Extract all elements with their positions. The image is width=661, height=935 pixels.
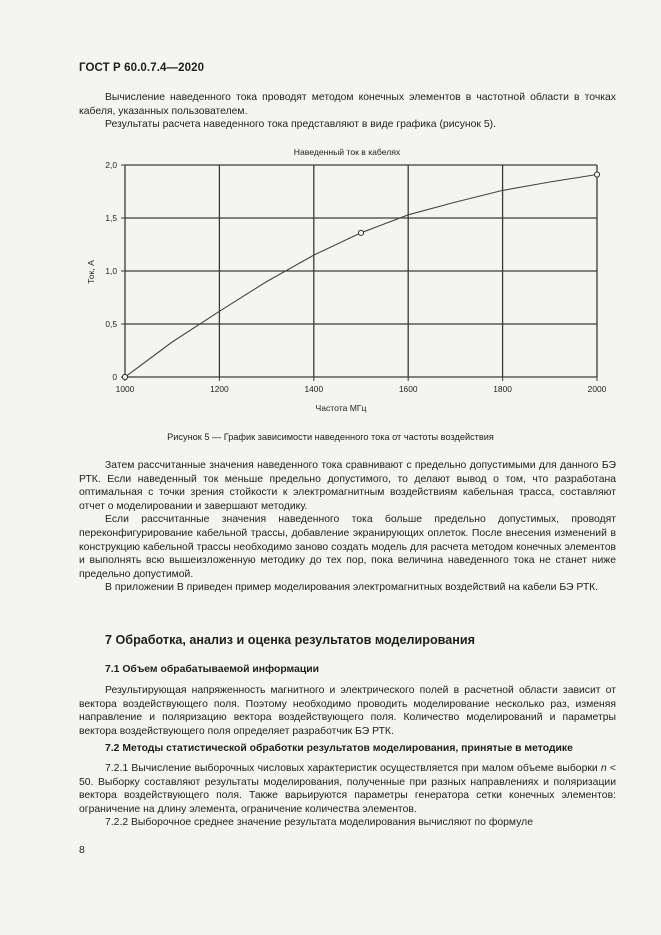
chart-axes <box>105 160 606 394</box>
subsection-7-1-text <box>79 684 616 738</box>
intro-text <box>79 91 616 132</box>
data-point-marker <box>358 230 363 235</box>
chart-title: Наведенный ток в кабелях <box>293 147 401 157</box>
paragraph: Результирующая напряженность магнитного и электрического полей в расчетной области зависит от вектора воздействующего поля. Поэтому необходимо проводить моделирование несколько раз, изменяя направление и поляризацию вектора воздействующего поля. Количество моделирований и параметры вектора воздействующего поля определяет разработчик БЭ РТК. <box>79 685 616 737</box>
current-curve <box>125 175 597 378</box>
paragraph-7-2-1 <box>79 762 616 816</box>
y-axis-label: Ток, А <box>86 260 96 284</box>
chart-canvas <box>79 140 616 420</box>
figure-caption: Рисунок 5 — График зависимости наведенного тока от частоты воздействия <box>167 432 494 442</box>
y-tick-label: 1,5 <box>105 213 117 223</box>
subsection-7-2-text <box>79 762 616 830</box>
y-tick-label: 0 <box>112 372 117 382</box>
body-after-figure <box>79 459 616 595</box>
paragraph: Если рассчитанные значения наведенного тока больше предельно допустимых, проводят переконфигурирование кабельной трассы, добавление экранирующих оплеток. После внесения изменений в конструкцию кабельной трассы необходимо заново создать модель для расчета методом конечных элементов и выполнять всю вышеизложенную методику до тех пор, пока величина наведенного тока не станет ниже предельно допустимой. <box>79 514 616 580</box>
data-point-marker <box>594 172 599 177</box>
y-tick-label: 0,5 <box>105 319 117 329</box>
x-axis-label: Частота МГц <box>315 403 367 413</box>
chart-series <box>122 172 599 380</box>
document-header: ГОСТ Р 60.0.7.4—2020 <box>79 62 205 74</box>
paragraph: В приложении В приведен пример моделирования электромагнитных воздействий на кабели БЭ РТК. <box>105 582 599 594</box>
paragraph: Затем рассчитанные значения наведенного тока сравнивают с предельно допустимыми для данного БЭ РТК. Если наведенный ток меньше предельно допустимого, то делают вывод о том, что разработана оптимальная с точки зрения стойкости к электромагнитным воздействиям кабельная трасса, составляют отчет о моделировании и завершают методику. <box>79 460 616 512</box>
page-number: 8 <box>79 845 85 856</box>
text-part: < 50. Выборку составляют результаты моделирования, полученные при разных направлениях и поляризации вектора воздействующего поля. Также варьируются параметры генератора сетки конечных элементов: ограничение на длину элемента, ограничение количества элементов. <box>79 763 616 815</box>
text-part: 7.2.1 Вычисление выборочных числовых характеристик осуществляется при малом объеме выборки <box>105 763 601 774</box>
x-tick-label: 2000 <box>587 384 607 394</box>
paragraph: Результаты расчета наведенного тока представляют в виде графика (рисунок 5). <box>105 119 496 131</box>
subsection-7-1-title: 7.1 Объем обрабатываемой информации <box>105 664 320 675</box>
x-tick-label: 1000 <box>115 384 135 394</box>
x-tick-label: 1200 <box>210 384 229 394</box>
y-tick-label: 1,0 <box>105 266 117 276</box>
paragraph-7-2-2: 7.2.2 Выборочное среднее значение результата моделирования вычисляют по формуле <box>105 817 534 829</box>
subsection-7-2-title: 7.2 Методы статистической обработки результатов моделирования, принятые в методике <box>105 743 573 754</box>
chart-grid <box>125 165 597 377</box>
data-point-marker <box>122 374 127 379</box>
current-frequency-chart <box>79 140 616 420</box>
y-tick-label: 2,0 <box>105 160 117 170</box>
x-tick-label: 1600 <box>398 384 418 394</box>
section-7-title: 7 Обработка, анализ и оценка результатов моделирования <box>105 633 475 647</box>
x-tick-label: 1400 <box>304 384 324 394</box>
x-tick-label: 1800 <box>493 384 512 394</box>
paragraph: Вычисление наведенного тока проводят методом конечных элементов в частотной области в точках кабеля, указанных пользователем. <box>79 92 616 117</box>
variable-n: n <box>600 763 607 774</box>
